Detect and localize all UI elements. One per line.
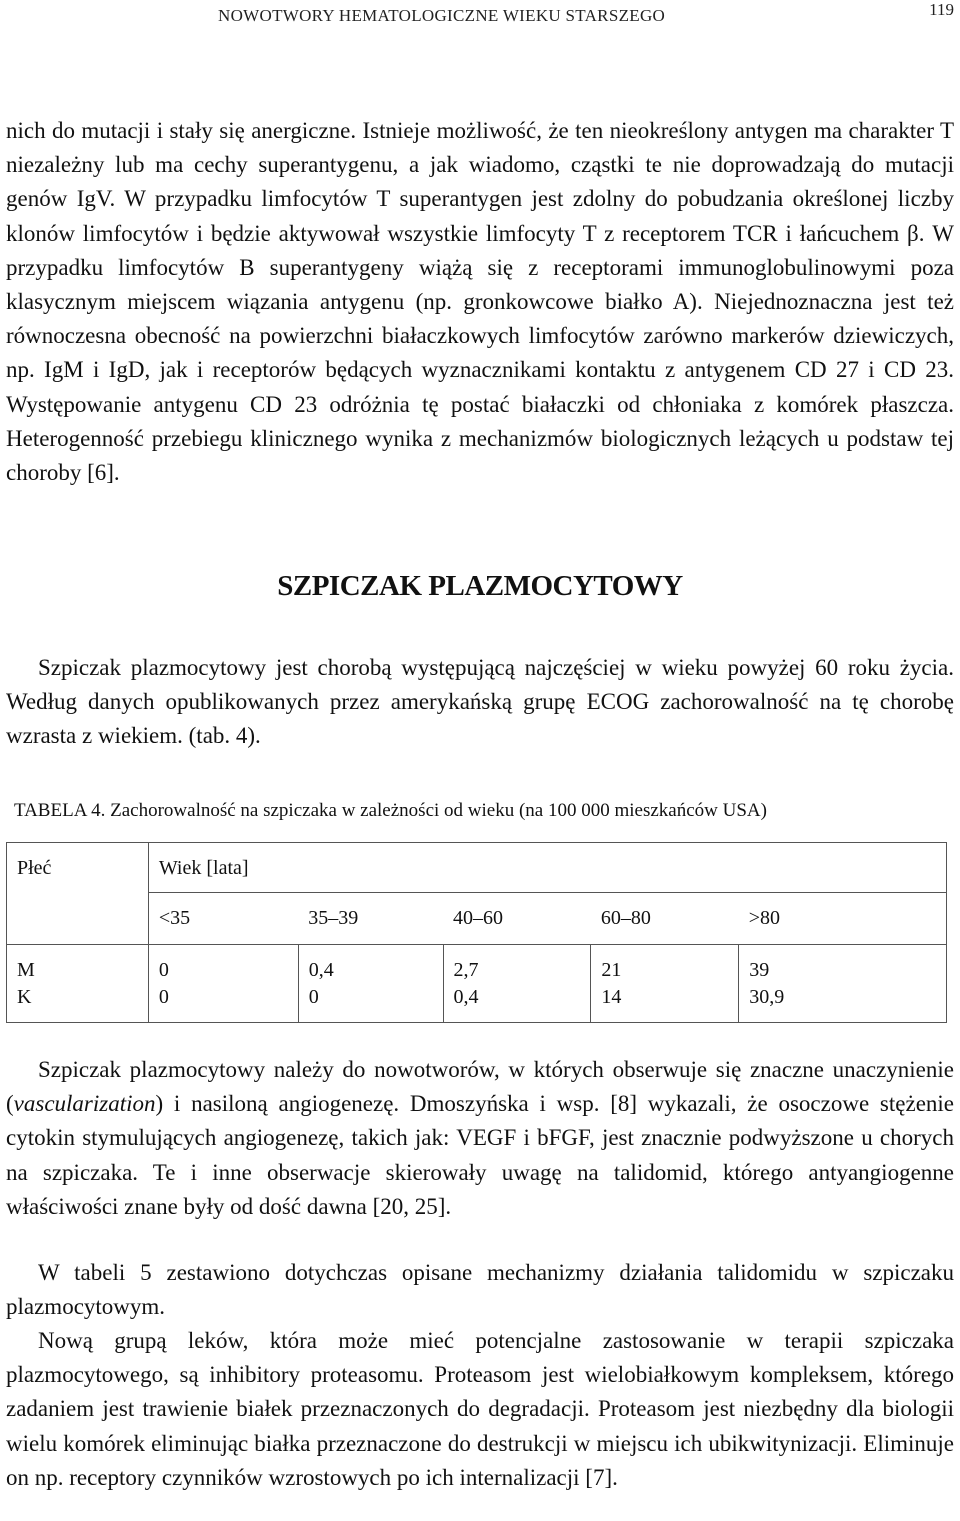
paragraph-angiogenesis-italic: vascularization xyxy=(13,1091,156,1117)
age-group-cell xyxy=(591,893,739,945)
age-group-cell xyxy=(148,893,298,945)
sex-label-k: K xyxy=(17,986,32,1008)
value-k: 30,9 xyxy=(749,986,785,1008)
table-header-age xyxy=(148,843,946,893)
table-cell-sex xyxy=(7,945,149,1023)
value-m: 21 xyxy=(601,959,622,981)
table-caption: TABELA 4. Zachorowalność na szpiczaka w zależności od wieku (na 100 000 mieszkańców USA) xyxy=(14,800,767,821)
table-cell xyxy=(591,945,739,1023)
paragraph-cll-antigen: nich do mutacji i stały się anergiczne. Istnieje możliwość, że ten nieokreślony antygen ma charakter T niezależny lub ma cechy superantygenu, a jak wiadomo, cząstki te nie doprowadzają do mutacji genów IgV. W przypadku limfocytów T superantygen jest zdolny do pobudzania określonej liczby klonów limfocytów i będzie aktywował wszystkie limfocyty T z receptorem TCR i łańcuchem β. W przypadku limfocytów B superantygeny wiążą się z receptorami immunoglobulinowymi poza klasycznym miejscem wiązania antygenu (np. gronkowcowe białko A). Niejednoznaczna jest też równoczesna obecność na powierzchni białaczkowych limfocytów zarówno markerów dziewiczych, np. IgM i IgD, jak i receptorów będących wyznacznikami kontaktu z antygenem CD 27 i CD 23. Występowanie antygenu CD 23 odróżnia tę postać białaczki od chłoniaka z komórek płaszcza. Heterogenność przebiegu klinicznego wynika z mechanizmów biologicznych leżących u podstaw tej choroby [6]. xyxy=(6,118,954,486)
age-group-cell xyxy=(443,893,591,945)
age-group-label: <35 xyxy=(158,907,191,929)
page-number: 119 xyxy=(929,0,954,19)
table-header-sex xyxy=(7,843,149,945)
age-group-cell xyxy=(739,893,947,945)
paragraph-myeloma-intro: Szpiczak plazmocytowy jest chorobą występującą najczęściej w wieku powyżej 60 roku życia. Według danych opublikowanych przez amerykańską grupę ECOG zachorowalność na tę chorobę wzrasta z wiekiem. (tab. 4). xyxy=(6,655,954,749)
paragraph-proteasome: Nową grupą leków, która może mieć potencjalne zastosowanie w terapii szpiczaka plazmocytowego, są inhibitory proteasomu. Proteasom jest wielobiałkowym kompleksem, którego zadaniem jest trawienie białek przeznaczonych do degradacji. Proteasom jest niezbędny dla biologii wielu komórek eliminując białka przeznaczone do destrukcji w miejscu ich ubikwitynizacji. Eliminuje on np. receptory czynników wzrostowych po ich internalizacji [7]. xyxy=(6,1328,954,1490)
age-group-label: >80 xyxy=(748,907,780,929)
table-cell xyxy=(443,945,591,1023)
incidence-table xyxy=(6,842,947,1023)
paragraph-angiogenesis-part2: ) i nasiloną angiogenezę. Dmoszyńska i wsp. [8] wykazali, że osoczowe stężenie cytokin stymulujących angiogenezę, takich jak: VEGF i bFGF, jest znacznie podwyższone u chorych na szpiczaka. Te i inne obserwacje skierowały uwagę na talidomid, którego antyangiogenne właściwości znane były od dość dawna [20, 25]. xyxy=(6,1091,954,1219)
running-header xyxy=(0,0,960,28)
value-m: 2,7 xyxy=(453,959,479,981)
age-group-label: 60–80 xyxy=(600,907,651,929)
table-cell xyxy=(739,945,947,1023)
age-group-cell xyxy=(298,893,443,945)
value-m: 0 xyxy=(158,959,169,981)
running-title: NOWOTWORY HEMATOLOGICZNE WIEKU STARSZEGO xyxy=(218,6,666,25)
table-header-age-label: Wiek [lata] xyxy=(158,857,249,879)
value-k: 0,4 xyxy=(453,986,479,1008)
value-k: 14 xyxy=(601,986,622,1008)
value-m: 0,4 xyxy=(308,959,334,981)
table-cell xyxy=(148,945,298,1023)
paragraph-angiogenesis-part1: Szpiczak plazmocytowy należy do nowotworów, w których obserwuje się znaczne unaczynienie ( xyxy=(6,1057,954,1117)
value-m: 39 xyxy=(749,959,770,981)
paragraph-angiogenesis xyxy=(6,1053,954,1224)
value-k: 0 xyxy=(308,986,319,1008)
sex-label-m: M xyxy=(17,959,35,981)
age-group-label: 35–39 xyxy=(308,907,359,929)
value-k: 0 xyxy=(158,986,169,1008)
table-cell xyxy=(298,945,443,1023)
paragraph-table5-note: W tabeli 5 zestawiono dotychczas opisane mechanizmy działania talidomidu w szpiczaku plazmocytowym. xyxy=(6,1260,954,1320)
section-heading: SZPICZAK PLAZMOCYTOWY xyxy=(277,570,683,602)
table-header-sex-label: Płeć xyxy=(17,857,52,879)
age-group-label: 40–60 xyxy=(453,907,504,929)
